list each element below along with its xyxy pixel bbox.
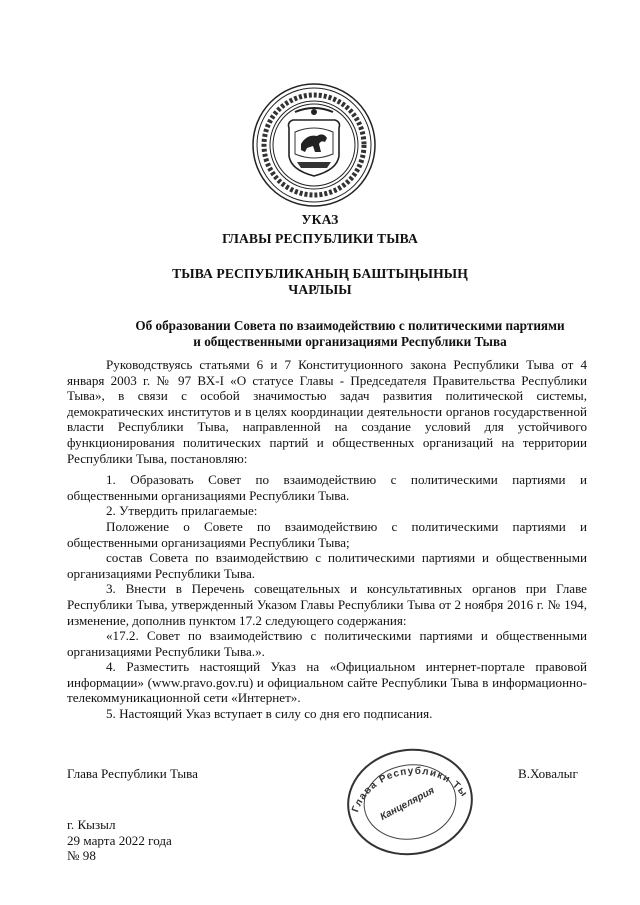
paragraph-2b: состав Совета по взаимодействию с политическими партиями и общественными организациями Республики Тыва.: [67, 550, 587, 581]
decree-number: № 98: [67, 848, 96, 864]
decree-city: г. Кызыл: [67, 817, 116, 832]
decree-body: [67, 357, 587, 722]
paragraph-4: 4. Разместить настоящий Указ на «Официальном интернет-портале правовой информации» (www.pravo.gov.ru) и официальном сайте Республики Тыва в информационно-телекоммуникационной сети «Интернет».: [67, 659, 587, 706]
paragraph-2a: Положение о Совете по взаимодействию с политическими партиями и общественными организациями Республики Тыва;: [67, 518, 587, 550]
coat-of-arms-icon: [251, 82, 377, 208]
decree-issuer: ГЛАВЫ РЕСПУБЛИКИ ТЫВА: [222, 231, 418, 246]
paragraph-5: 5. Настоящий Указ вступает в силу со дня его подписания.: [106, 706, 433, 722]
signatory-position: Глава Республики Тыва: [67, 766, 198, 781]
signatory-name: В.Ховалыг: [518, 766, 578, 781]
paragraph-3: 3. Внести в Перечень совещательных и консультативных органов при Главе Республики Тыва, утвержденный Указом Главы Республики Тыва от 2 ноября 2016 г. № 194, изменение, дополнив пунктом 17.2 следующего содержания:: [67, 581, 587, 628]
decree-title: УКАЗ: [301, 212, 339, 227]
decree-title-tuvan-2: ЧАРЛЫЫ: [288, 282, 352, 297]
subject-line-2: и общественными организациями Республики Тыва: [193, 333, 507, 349]
decree-subject: [100, 318, 600, 349]
decree-place-date: [67, 817, 172, 864]
stamp-center-text: Канцелярия: [378, 785, 437, 823]
stamp-ring-text: Глава Республики Тыва: [350, 765, 470, 814]
paragraph-1: 1. Образовать Совет по взаимодействию с политическими партиями и общественными организациями Республики Тыва.: [67, 472, 587, 503]
decree-title-tuvan: ТЫВА РЕСПУБЛИКАНЫҢ БАШТЫҢЫНЫҢ: [172, 266, 468, 281]
preamble-paragraph: Руководствуясь статьями 6 и 7 Конституционного закона Республики Тыва от 4 января 2003 г. № 97 ВХ-I «О статусе Главы - Председателя Правительства Республики Тыва», в связи с особой значимостью задач развития политической системы, демократических институтов и в целях координации деятельности органов государственной власти Республики Тыва, направленной на создание условий для устойчивого функционирования политических партий и общественных организаций на территории Республики Тыва, постановляю:: [67, 357, 587, 466]
paragraph-2: 2. Утвердить прилагаемые:: [106, 503, 258, 519]
decree-date: 29 марта 2022 года: [67, 832, 172, 848]
paragraph-3-quote: «17.2. Совет по взаимодействию с политическими партиями и общественными организациями Республики Тыва.».: [67, 628, 587, 659]
office-stamp-icon: [336, 742, 484, 862]
subject-line-1: Об образовании Совета по взаимодействию с политическими партиями: [135, 318, 565, 333]
